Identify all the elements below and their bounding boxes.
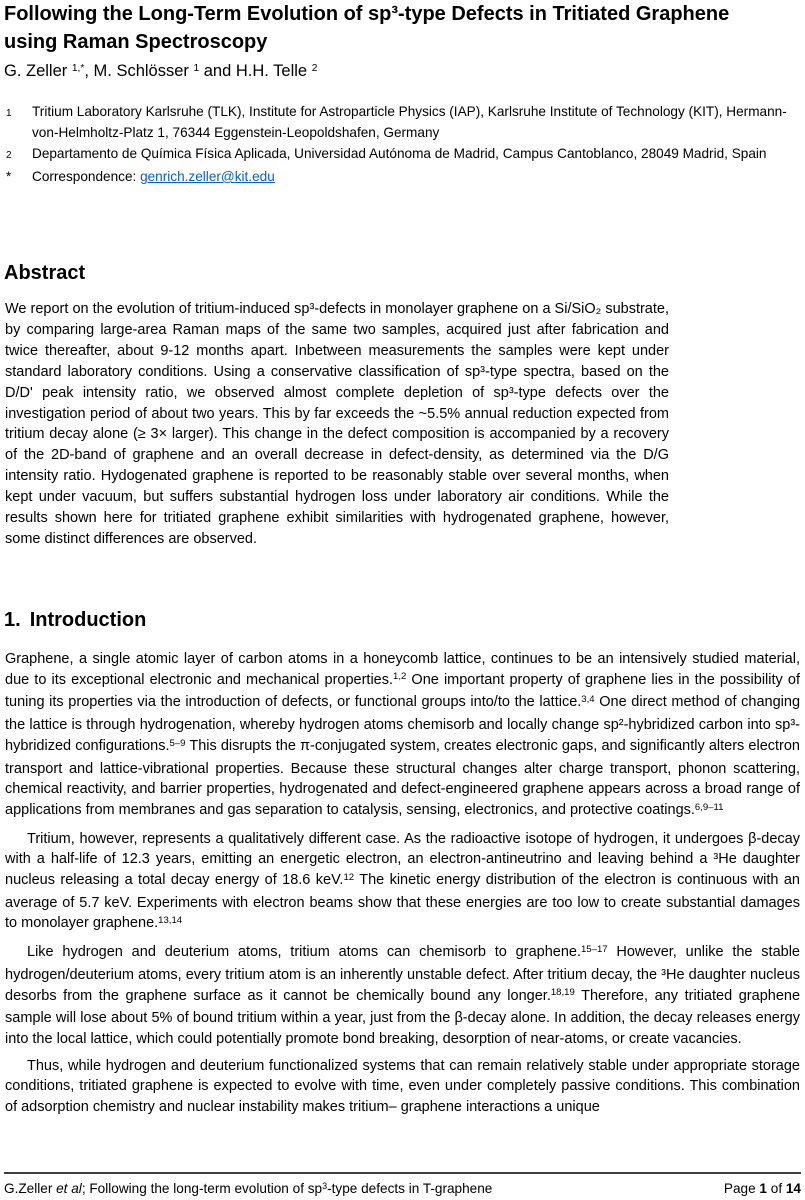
affiliation-2-text: Departamento de Química Física Aplicada, Universidad Autónoma de Madrid, Campus Cantoblanco, 28049 Madrid, Spain — [32, 146, 767, 161]
introduction-heading — [4, 609, 146, 632]
introduction-body — [5, 649, 800, 1124]
affiliation-1 — [6, 101, 795, 143]
affiliation-1-text: Tritium Laboratory Karlsruhe (TLK), Institute for Astroparticle Physics (IAP), Karlsruhe Institute of Technology (KIT), Hermann-von-Helmholtz-Platz 1, 76344 Eggenstein-Leopoldshafen, Germany — [32, 104, 787, 140]
authors-line: G. Zeller $^{1,*}$, M. Schlösser $^1$ and H.H. Telle $^2$ — [4, 62, 318, 80]
affiliations-block — [6, 101, 795, 187]
correspondence-text: Correspondence: genrich.zeller@kit.edu — [32, 169, 275, 184]
correspondence-email-link[interactable]: genrich.zeller@kit.edu — [140, 169, 275, 184]
abstract-heading: Abstract — [4, 262, 86, 284]
abstract-paragraph: We report on the evolution of tritium-induced sp³-defects in monolayer graphene on a Si/SiO₂ substrate, by comparing large-area Raman maps of the same two samples, acquired just after fabrication and twice thereafter, about 9-12 months apart. Inbetween measurements the samples were kept under standard laboratory conditions. Using a conservative classification of sp³-type spectra, based on the D/D' peak intensity ratio, we observed almost complete depletion of sp³-type defects over the investigation period of about two years. This by far exceeds the ~5.5% annual reduction expected from tritium decay alone (≥ 3× larger). This change in the defect composition is accompanied by a recovery of the 2D-band of graphene and an overall decrease in defect-density, as determined via the D/G intensity ratio. Hydogenated graphene is reported to be reasonably stable over several months, when kept under vacuum, but suffers substantial hydrogen loss under laboratory air conditions. While the results shown here for tritiated graphene exhibit similarities with hydrogenated graphene, however, some distinct differences are observed. — [5, 301, 669, 547]
intro-paragraph-2: Tritium, however, represents a qualitatively different case. As the radioactive isotope of hydrogen, it undergoes β-decay with a half-life of 12.3 years, emitting an energetic electron, an electron-antineutrino and leaving behind a ³He daughter nucleus releasing a total decay energy of 18.6 keV.$^{12}$ The kinetic energy distribution of the electron is continuous with an average of 5.7 keV. Experiments with electron beams show that these energies are too low to create substantial damages to monolayer graphene.$^{13,14}$ — [5, 830, 800, 932]
footer-running-title: G.Zeller et al; Following the long-term evolution of $sp^3$-type defects in T-graphene — [4, 1180, 493, 1196]
affiliation-2 — [6, 143, 795, 166]
affiliation-1-marker: 1 — [6, 108, 12, 119]
footer-page-number: Page 1 of 14 — [723, 1181, 801, 1196]
paper-title: Following the Long-Term Evolution of sp³-type Defects in Tritiated Graphene using Raman Spectroscopy — [4, 3, 730, 53]
introduction-heading-label: Introduction — [29, 609, 147, 631]
affiliation-2-marker: 2 — [6, 150, 12, 161]
introduction-heading-number: 1. — [4, 609, 21, 631]
intro-paragraph-4: Thus, while hydrogen and deuterium functionalized systems that can remain relatively stable under appropriate storage conditions, tritiated graphene is expected to evolve with time, even under completely passive conditions. This combination of adsorption chemistry and nuclear instability makes tritium– graphene interactions a unique — [5, 1057, 800, 1116]
intro-paragraph-3: Like hydrogen and deuterium atoms, tritium atoms can chemisorb to graphene.$^{15-17}$ However, unlike the stable hydrogen/deuterium atoms, every tritium atom is an inherently unstable defect. After tritium decay, the ³He daughter nucleus desorbs from the graphene surface as it cannot be chemically bound any longer.$^{18,19}$ Therefore, any tritiated graphene sample will lose about 5% of bound tritium within a year, just from the β-decay alone. In addition, the decay releases energy into the local lattice, which could potentially promote bond breaking, desorption of near-atoms, or create vacancies. — [5, 943, 801, 1047]
correspondence-marker: * — [6, 169, 12, 184]
footer-divider — [4, 1172, 801, 1174]
footer-row — [4, 1181, 801, 1196]
correspondence-line — [6, 166, 795, 187]
page-footer — [4, 1172, 801, 1196]
intro-paragraph-1: Graphene, a single atomic layer of carbon atoms in a honeycomb lattice, continues to be an intensively studied material, due to its exceptional electronic and mechanical properties.$^{1,2}$ One important property of graphene lies in the possibility of tuning its properties via the introduction of defects, or functional groups into/to the lattice.$^{3,4}$ One direct method of changing the lattice is through hydrogenation, whereby hydrogen atoms chemisorb and locally change sp²-hybridized carbon into sp³-hybridized configurations.$^{5-9}$ This disrupts the π-conjugated system, creates electronic gaps, and significantly alters electron transport and lattice-vibrational properties. Because these structural changes alter charge transport, phonon scattering, chemical reactivity, and barrier properties, hydrogenated and defect-engineered graphene appears across a broad range of applications from membranes and gas separation to catalysis, sensing, electronics, and protective coatings.$^{6,9-11}$ — [5, 651, 801, 818]
